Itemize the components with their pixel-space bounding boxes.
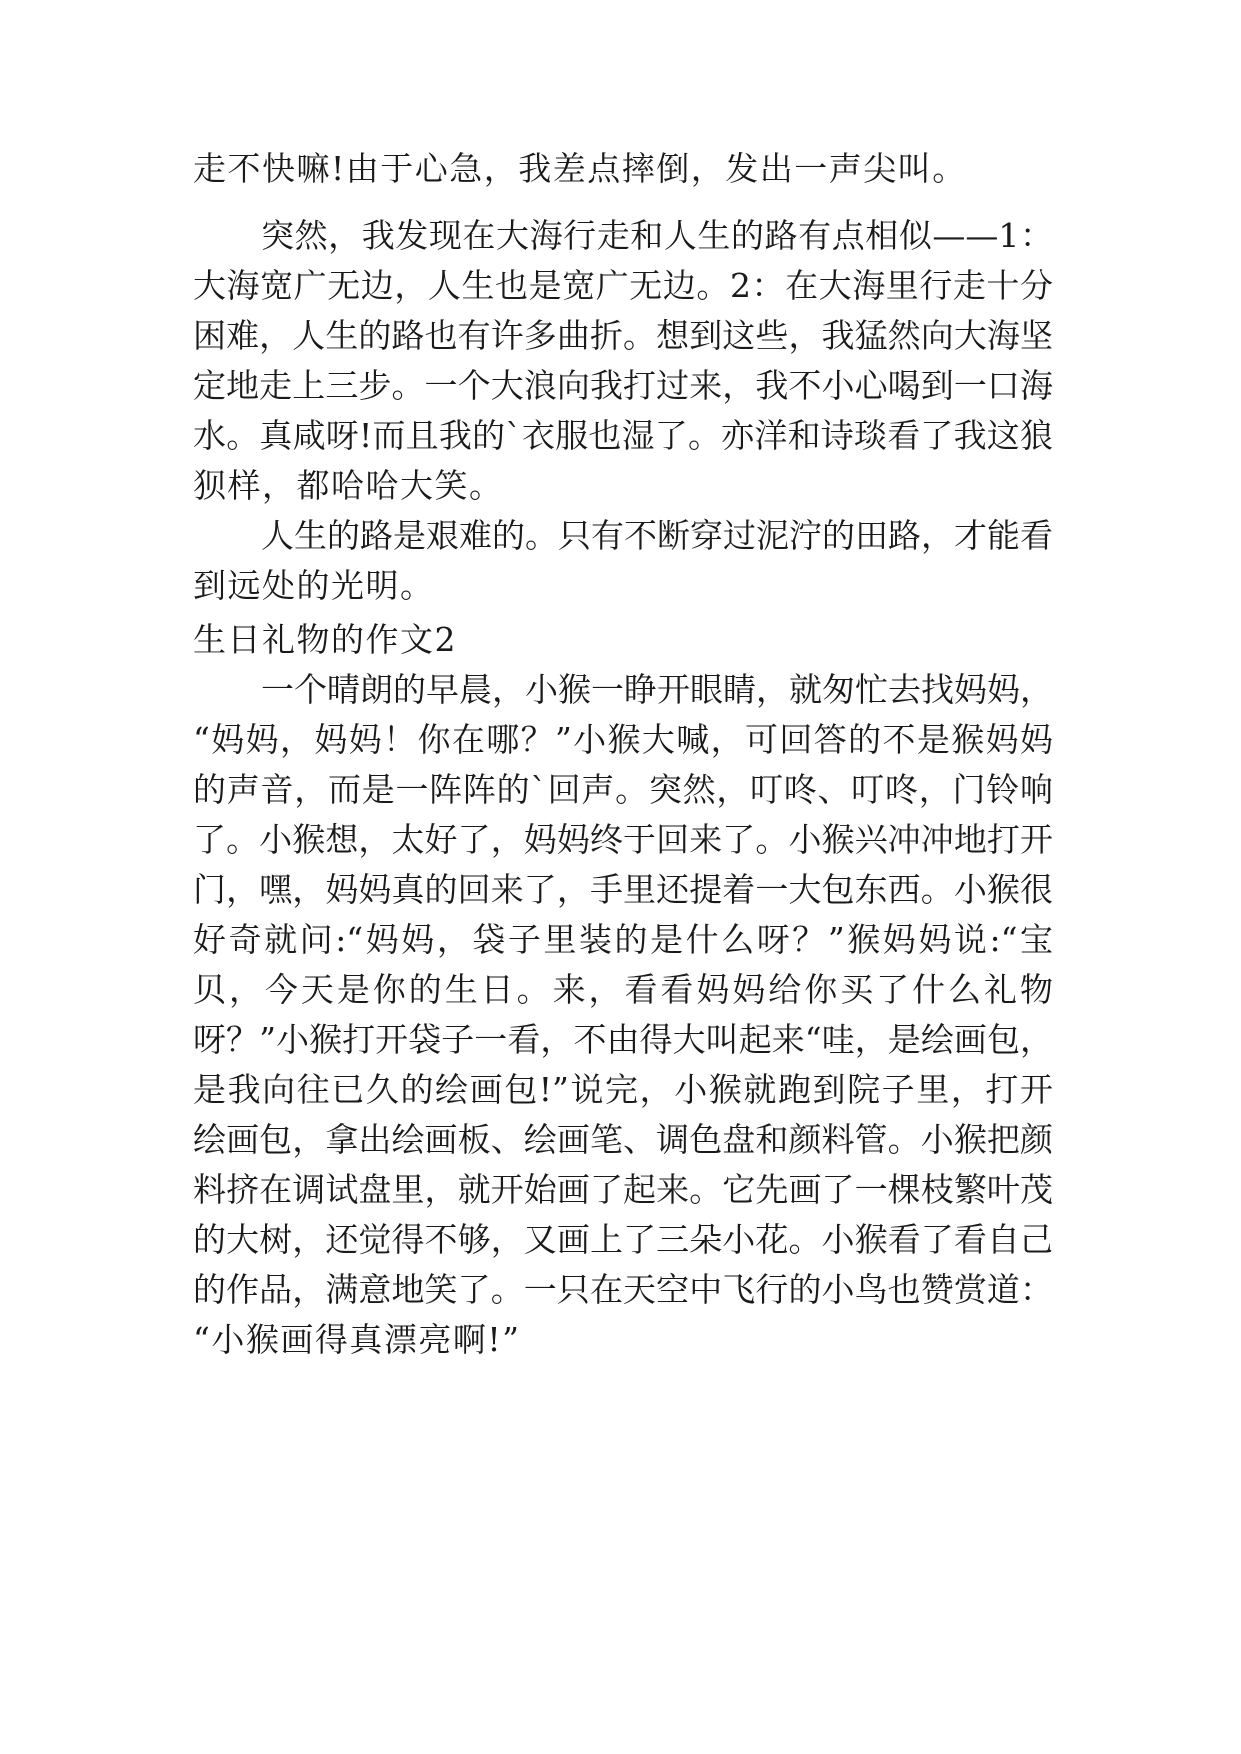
text-line: 走不快嘛!由于心急，我差点摔倒，发出一声尖叫。 <box>193 149 967 188</box>
text-line: 大海宽广无边，人生也是宽广无边。2：在大海里行走十分 <box>193 266 1053 305</box>
text-line: 门，嘿，妈妈真的回来了，手里还提着一大包东西。小猴很 <box>193 870 1053 909</box>
paragraph-start-line: 人生的路是艰难的。只有不断穿过泥泞的田路，才能看 <box>261 516 1053 555</box>
text-line: 的声音，而是一阵阵的`回声。突然，叮咚、叮咚，门铃响 <box>193 770 1053 809</box>
text-line: 呀？”小猴打开袋子一看，不由得大叫起来“哇，是绘画包， <box>193 1020 1053 1059</box>
text-line: 了。小猴想，太好了，妈妈终于回来了。小猴兴冲冲地打开 <box>193 820 1053 859</box>
text-line: “小猴画得真漂亮啊!” <box>193 1320 521 1359</box>
text-line: 料挤在调试盘里，就开始画了起来。它先画了一棵枝繁叶茂 <box>193 1170 1053 1209</box>
text-line: 困难，人生的路也有许多曲折。想到这些，我猛然向大海坚 <box>193 316 1053 355</box>
paragraph-start-line: 突然，我发现在大海行走和人生的路有点相似——1： <box>261 216 1053 255</box>
text-line: 狈样，都哈哈大笑。 <box>193 466 504 505</box>
text-line: 到远处的光明。 <box>193 566 435 605</box>
text-line: 的作品，满意地笑了。一只在天空中飞行的小鸟也赞赏道： <box>193 1270 1053 1309</box>
text-line: 的大树，还觉得不够，又画上了三朵小花。小猴看了看自己 <box>193 1220 1053 1259</box>
text-line: 贝，今天是你的生日。来，看看妈妈给你买了什么礼物 <box>193 970 1053 1009</box>
text-line: 绘画包，拿出绘画板、绘画笔、调色盘和颜料管。小猴把颜 <box>193 1120 1053 1159</box>
section-heading: 生日礼物的作文2 <box>193 620 457 659</box>
paragraph-start-line: 一个晴朗的早晨，小猴一睁开眼睛，就匆忙去找妈妈， <box>261 670 1053 709</box>
text-line: 好奇就问:“妈妈，袋子里装的是什么呀？”猴妈妈说:“宝 <box>193 920 1053 959</box>
text-line: “妈妈，妈妈！你在哪？”小猴大喊，可回答的不是猴妈妈 <box>193 720 1053 759</box>
text-line: 定地走上三步。一个大浪向我打过来，我不小心喝到一口海 <box>193 366 1053 405</box>
text-line: 是我向往已久的绘画包!”说完，小猴就跑到院子里，打开 <box>193 1070 1053 1109</box>
text-line: 水。真咸呀!而且我的`衣服也湿了。亦洋和诗琰看了我这狼 <box>193 416 1053 455</box>
